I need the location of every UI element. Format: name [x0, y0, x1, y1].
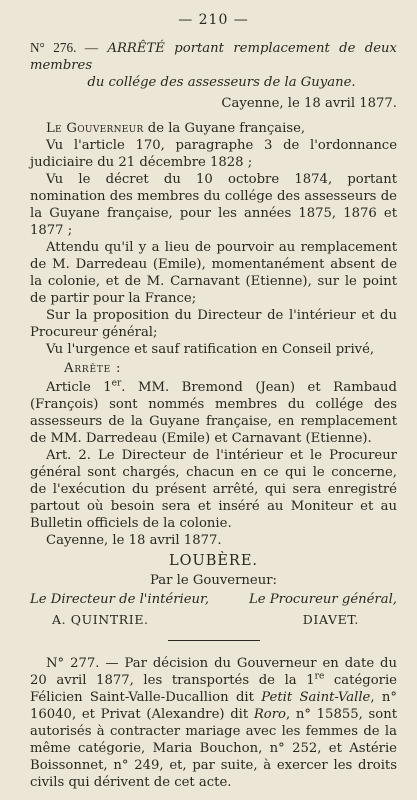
decree-title	[30, 39, 397, 74]
article-1-sup: er	[111, 378, 122, 389]
countersign-titles	[30, 591, 397, 608]
decree-title-continuation: du collége des assesseurs de la Guyane.	[87, 75, 356, 90]
paragraph-vu-decret: Vu le décret du 10 octobre 1874, portant nomination des membres du collége des assesseurs de la Guyane française, pour les années 1875, 1876 et 1877 ;	[30, 172, 397, 238]
decision-277-text-b: , n° 16040, et Privat (Alexandre) dit	[30, 690, 397, 722]
decision-277-intro: N° 277. — Par décision du Gouverneur en date du 20 avril 1877, les transportés de la 1	[30, 656, 397, 688]
arrete-heading: Arrête :	[64, 361, 122, 376]
prosecutor-name: DIAVET.	[302, 612, 359, 627]
decision-277-alias-1: Petit Saint-Valle	[261, 690, 371, 705]
paragraph-vu-article: Vu l'article 170, paragraphe 3 de l'ordonnance judiciaire du 21 décembre 1828 ;	[30, 138, 397, 170]
governor-line	[30, 120, 397, 137]
decree-number: N° 276. —	[30, 40, 99, 55]
page-number: — 210 —	[178, 12, 249, 28]
article-1-label: Article 1	[46, 380, 112, 395]
countersign-names	[30, 611, 397, 628]
closing-date: Cayenne, le 18 avril 1877.	[46, 533, 222, 548]
director-name: A. QUINTRIE.	[52, 612, 149, 627]
decree-title-main: ARRÊTÉ portant remplacement de deux membres	[30, 41, 397, 73]
paragraph-urgence: Vu l'urgence et sauf ratification en Conseil privé,	[46, 342, 375, 357]
governor-label: Le Gouverneur	[46, 121, 144, 136]
decision-277-sup: re	[314, 671, 325, 682]
governor-signature: LOUBÈRE.	[168, 553, 259, 569]
decision-277-text-c: , n° 15855, sont autorisés à contracter mariage avec les femmes de la même catégorie, Maria Bouchon, n° 252, et Astérie Boissonnet, n° 249, et, par suite, à exercer les droits civils qui dérivent de cet acte.	[30, 707, 398, 790]
article-1-text: . MM. Bremond (Jean) et Rambaud (François) sont nommés membres du collége des assesseurs de la Guyane française, en remplacement de MM. Darredeau (Emile) et Carnavant (Etienne).	[30, 380, 397, 446]
decision-277	[30, 655, 397, 791]
article-2: Art. 2. Le Directeur de l'intérieur et le Procureur général sont chargés, chacun en ce qui le concerne, de l'exécution du présent arrêté, qui sera enregistré partout où besoin sera et inséré au Moniteur et au Bulletin officiels de la colonie.	[30, 448, 397, 531]
prosecutor-title: Le Procureur général,	[249, 592, 397, 607]
decree-dateline: Cayenne, le 18 avril 1877.	[221, 96, 397, 111]
paragraph-proposition: Sur la proposition du Directeur de l'intérieur et du Procureur général;	[30, 308, 397, 340]
governor-rest: de la Guyane française,	[143, 121, 306, 136]
section-divider	[168, 640, 260, 641]
par-le-gouverneur: Par le Gouverneur:	[150, 573, 277, 588]
director-title: Le Directeur de l'intérieur,	[30, 592, 210, 607]
decision-277-alias-2: Roro	[253, 707, 286, 722]
article-1	[30, 379, 397, 447]
paragraph-attendu: Attendu qu'il y a lieu de pourvoir au remplacement de M. Darredeau (Emile), momentanément absent de la colonie, et de M. Carnavant (Etienne), sur le point de partir pour la France;	[30, 240, 397, 306]
decision-277-text-a: catégorie Félicien Saint-Valle-Ducallion dit	[30, 673, 397, 705]
